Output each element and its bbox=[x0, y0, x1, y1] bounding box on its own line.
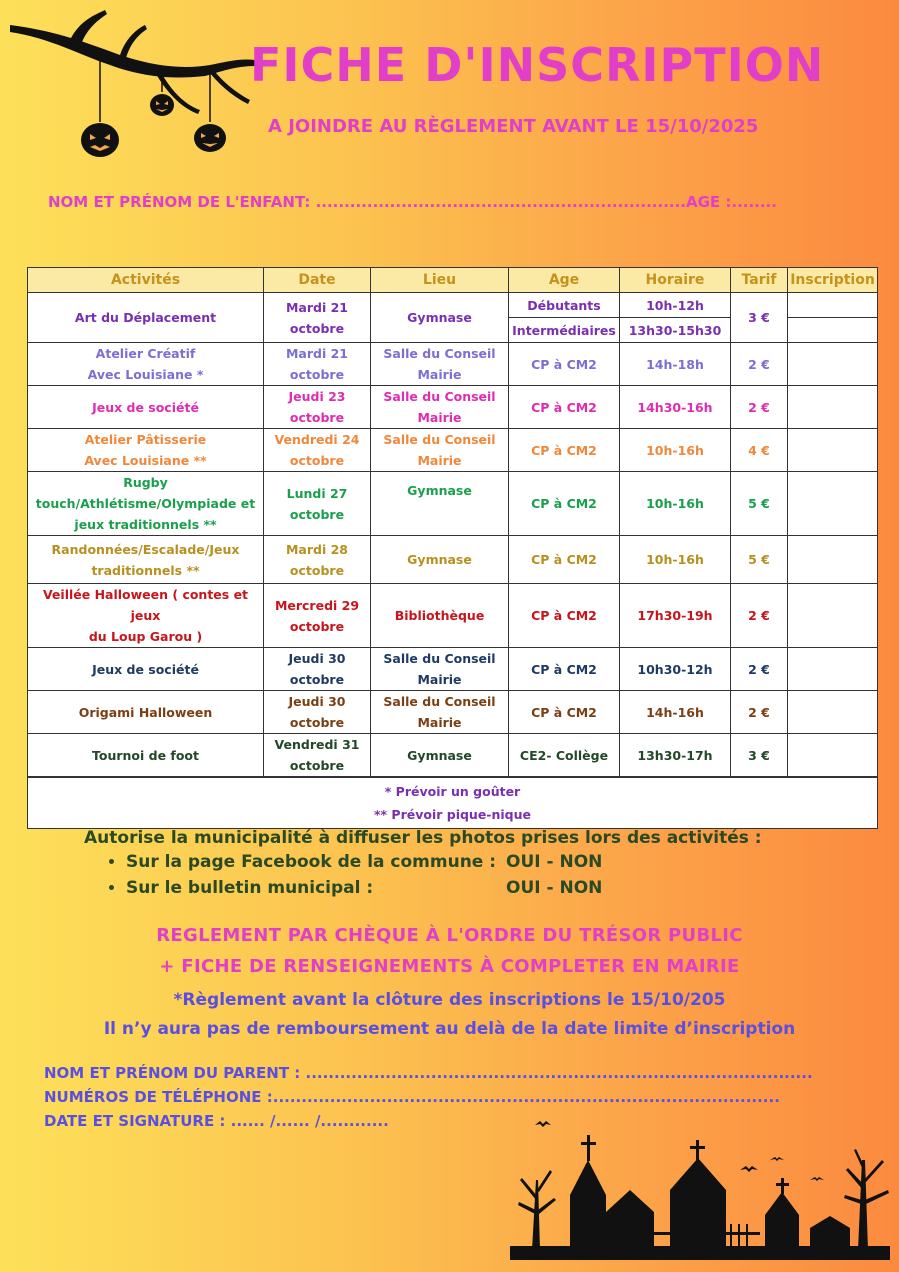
page-subtitle: A JOINDRE AU RÈGLEMENT AVANT LE 15/10/2025 bbox=[268, 116, 759, 137]
date-cell: Jeudi 30 octobre bbox=[264, 648, 371, 691]
note-pique-nique: ** Prévoir pique-nique bbox=[373, 807, 532, 822]
parent-name-field[interactable]: NOM ET PRÉNOM DU PARENT : ......................................................................................... bbox=[44, 1064, 813, 1082]
time-cell: 10h30-12h bbox=[620, 648, 731, 691]
place-cell: Gymnase bbox=[371, 472, 509, 536]
halloween-branch-pumpkins-icon bbox=[10, 10, 255, 170]
price-cell: 2 € bbox=[731, 386, 788, 429]
price-cell: 3 € bbox=[731, 734, 788, 778]
inscription-cell[interactable] bbox=[788, 293, 878, 318]
activity-cell: Art du Déplacement bbox=[28, 293, 264, 343]
authorization-facebook-label: Sur la page Facebook de la commune : bbox=[126, 852, 497, 872]
payment-deadline-note: *Règlement avant la clôture des inscriptions le 15/10/205 bbox=[173, 990, 726, 1010]
activities-table bbox=[27, 267, 878, 829]
time-cell: 14h-16h bbox=[620, 691, 731, 734]
activity-cell: Veillée Halloween ( contes et jeux du Loup Garou ) bbox=[28, 584, 264, 648]
authorization-facebook bbox=[126, 852, 762, 872]
age-cell: CP à CM2 bbox=[509, 536, 620, 584]
time-cell: 14h30-16h bbox=[620, 386, 731, 429]
activity-cell: Jeux de société bbox=[28, 386, 264, 429]
date-cell: Jeudi 30 octobre bbox=[264, 691, 371, 734]
age-cell: Intermédiaires bbox=[509, 318, 620, 343]
inscription-cell[interactable] bbox=[788, 648, 878, 691]
page-title: FICHE D'INSCRIPTION bbox=[250, 38, 825, 92]
parent-phone-field[interactable]: NUMÉROS DE TÉLÉPHONE :......................................................................................... bbox=[44, 1088, 780, 1106]
price-cell: 2 € bbox=[731, 648, 788, 691]
place-cell: Salle du Conseil Mairie bbox=[371, 386, 509, 429]
inscription-cell[interactable] bbox=[788, 536, 878, 584]
time-cell: 10h-16h bbox=[620, 536, 731, 584]
date-cell: Mardi 21 octobre bbox=[264, 293, 371, 343]
table-row bbox=[28, 429, 878, 472]
age-cell: CP à CM2 bbox=[509, 648, 620, 691]
time-cell: 10h-12h bbox=[620, 293, 731, 318]
place-cell: Gymnase bbox=[371, 293, 509, 343]
inscription-cell[interactable] bbox=[788, 318, 878, 343]
place-cell: Gymnase bbox=[371, 536, 509, 584]
table-notes-row bbox=[28, 777, 878, 829]
inscription-cell[interactable] bbox=[788, 386, 878, 429]
time-cell: 10h-16h bbox=[620, 472, 731, 536]
time-cell: 13h30-17h bbox=[620, 734, 731, 778]
place-cell: Gymnase bbox=[371, 734, 509, 778]
activity-cell: Randonnées/Escalade/Jeux traditionnels ** bbox=[28, 536, 264, 584]
activity-cell: Atelier Pâtisserie Avec Louisiane ** bbox=[28, 429, 264, 472]
price-cell: 2 € bbox=[731, 584, 788, 648]
authorization-facebook-choice[interactable]: OUI - NON bbox=[506, 852, 603, 872]
date-cell: Mardi 21 octobre bbox=[264, 343, 371, 386]
inscription-cell[interactable] bbox=[788, 429, 878, 472]
date-cell: Jeudi 23 octobre bbox=[264, 386, 371, 429]
place-cell: Salle du Conseil Mairie bbox=[371, 648, 509, 691]
authorization-bulletin-choice[interactable]: OUI - NON bbox=[506, 878, 603, 898]
price-cell: 3 € bbox=[731, 293, 788, 343]
table-row bbox=[28, 734, 878, 778]
activity-cell: Tournoi de foot bbox=[28, 734, 264, 778]
price-cell: 2 € bbox=[731, 691, 788, 734]
time-cell: 10h-16h bbox=[620, 429, 731, 472]
date-cell: Lundi 27 octobre bbox=[264, 472, 371, 536]
age-cell: Débutants bbox=[509, 293, 620, 318]
date-cell: Mercredi 29 octobre bbox=[264, 584, 371, 648]
inscription-cell[interactable] bbox=[788, 584, 878, 648]
date-cell: Mardi 28 octobre bbox=[264, 536, 371, 584]
table-row bbox=[28, 293, 878, 318]
inscription-cell[interactable] bbox=[788, 472, 878, 536]
table-row bbox=[28, 584, 878, 648]
age-cell: CP à CM2 bbox=[509, 429, 620, 472]
price-cell: 5 € bbox=[731, 472, 788, 536]
date-signature-field[interactable]: DATE ET SIGNATURE : ...... /...... /............ bbox=[44, 1112, 389, 1130]
price-cell: 2 € bbox=[731, 343, 788, 386]
refund-note: Il n’y aura pas de remboursement au delà de la date limite d’inscription bbox=[103, 1019, 796, 1039]
table-row bbox=[28, 648, 878, 691]
time-cell: 17h30-19h bbox=[620, 584, 731, 648]
age-cell: CP à CM2 bbox=[509, 343, 620, 386]
header-lieu: Lieu bbox=[371, 268, 509, 293]
inscription-cell[interactable] bbox=[788, 691, 878, 734]
header-horaire: Horaire bbox=[620, 268, 731, 293]
age-cell: CP à CM2 bbox=[509, 691, 620, 734]
place-cell: Salle du Conseil Mairie bbox=[371, 343, 509, 386]
age-cell: CP à CM2 bbox=[509, 386, 620, 429]
table-header-row bbox=[28, 268, 878, 293]
activity-cell: Rugby touch/Athlétisme/Olympiade et jeux traditionnels ** bbox=[28, 472, 264, 536]
activity-cell: Atelier Créatif Avec Louisiane * bbox=[28, 343, 264, 386]
table-row bbox=[28, 472, 878, 536]
age-cell: CE2- Collège bbox=[509, 734, 620, 778]
inscription-cell[interactable] bbox=[788, 343, 878, 386]
date-cell: Vendredi 24 octobre bbox=[264, 429, 371, 472]
place-cell: Bibliothèque bbox=[371, 584, 509, 648]
authorization-intro: Autorise la municipalité à diffuser les photos prises lors des activités : bbox=[84, 828, 762, 848]
header-date: Date bbox=[264, 268, 371, 293]
table-row bbox=[28, 536, 878, 584]
activity-cell: Origami Halloween bbox=[28, 691, 264, 734]
authorization-bulletin bbox=[126, 878, 762, 898]
inscription-cell[interactable] bbox=[788, 734, 878, 778]
price-cell: 5 € bbox=[731, 536, 788, 584]
time-cell: 14h-18h bbox=[620, 343, 731, 386]
header-inscription: Inscription bbox=[788, 268, 878, 293]
payment-line-1: REGLEMENT PAR CHÈQUE À L'ORDRE DU TRÉSOR PUBLIC bbox=[156, 925, 743, 946]
header-age: Age bbox=[509, 268, 620, 293]
age-cell: CP à CM2 bbox=[509, 584, 620, 648]
table-row bbox=[28, 386, 878, 429]
activity-cell: Jeux de société bbox=[28, 648, 264, 691]
place-cell: Salle du Conseil Mairie bbox=[371, 691, 509, 734]
table-notes bbox=[28, 777, 878, 829]
note-gouter: * Prévoir un goûter bbox=[384, 784, 521, 799]
header-activites: Activités bbox=[28, 268, 264, 293]
child-name-field[interactable]: NOM ET PRÉNOM DE L'ENFANT: .................................................................AGE :........ bbox=[48, 193, 777, 211]
authorization-bulletin-label: Sur le bulletin municipal : bbox=[126, 878, 374, 898]
haunted-church-silhouette-icon bbox=[510, 1120, 890, 1260]
photo-authorization bbox=[84, 828, 762, 904]
place-cell: Salle du Conseil Mairie bbox=[371, 429, 509, 472]
table-row bbox=[28, 691, 878, 734]
table-row bbox=[28, 343, 878, 386]
price-cell: 4 € bbox=[731, 429, 788, 472]
time-cell: 13h30-15h30 bbox=[620, 318, 731, 343]
header-tarif: Tarif bbox=[731, 268, 788, 293]
age-cell: CP à CM2 bbox=[509, 472, 620, 536]
payment-line-2: + FICHE DE RENSEIGNEMENTS À COMPLETER EN MAIRIE bbox=[159, 956, 740, 977]
date-cell: Vendredi 31 octobre bbox=[264, 734, 371, 778]
